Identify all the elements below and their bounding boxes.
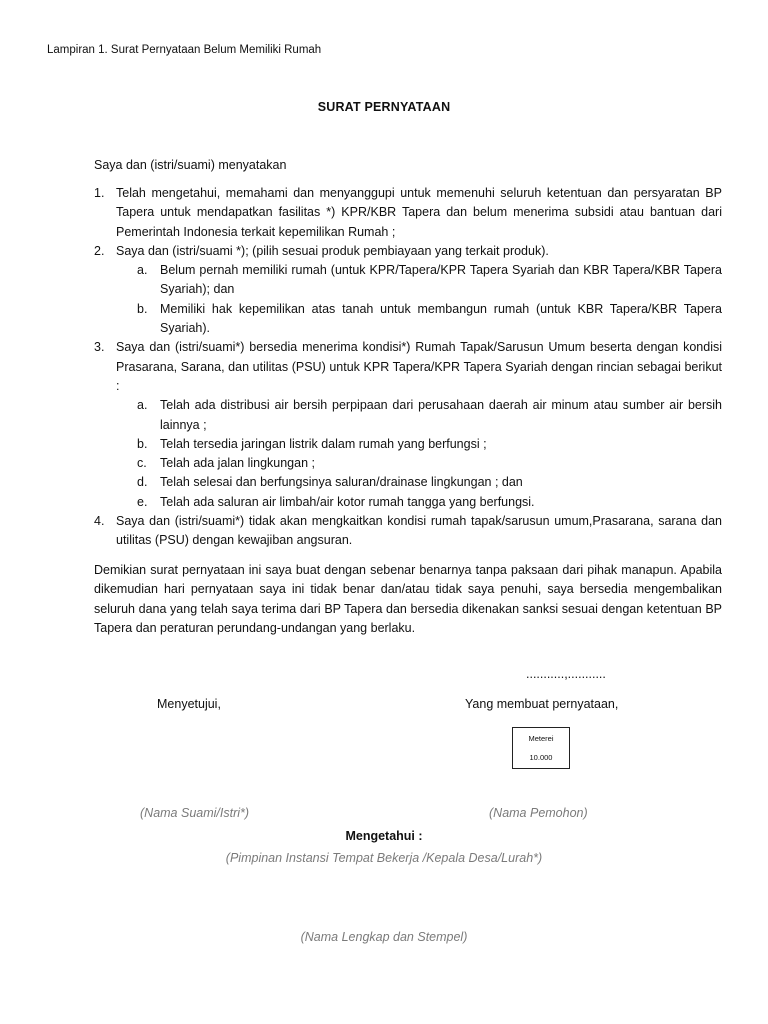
statement-item-3: 3. Saya dan (istri/suami*) bersedia menerima kondisi*) Rumah Tapak/Sarusun Umum beserta dengan kondisi Prasarana, Sarana, dan utilitas (PSU) untuk KPR Tapera/KPR Tapera Syariah dengan rincian sebagai berikut : a. Telah ada distribusi air bersih perpipaan dari perusahaan daerah air minum atau sumber air bersih lainnya ; b. Telah tersedia jaringan listrik dalam rumah yang berfungsi ; c. Telah ada jalan lingkungan ; d. Telah selesai dan berfungsinya saluran/drainase lingkungan ; dan e. Telah ada saluran air limbah/air kotor rumah tangga yang berfungsi. [94, 338, 722, 512]
stamp-label: Meterei [528, 734, 554, 743]
attachment-label: Lampiran 1. Surat Pernyataan Belum Memiliki Rumah [47, 44, 322, 56]
document-title: SURAT PERNYATAAN [317, 100, 451, 114]
applicant-name-placeholder: (Nama Pemohon) [489, 806, 588, 820]
statement-text: Saya dan (istri/suami*) bersedia menerima kondisi*) Rumah Tapak/Sarusun Umum beserta dengan kondisi Prasarana, Sarana, dan utilitas (PSU) untuk KPR Tapera/KPR Tapera Syariah dengan rincian sebagai berikut : [116, 340, 722, 393]
place-date-field: ...........,........... [526, 667, 606, 681]
statement-text: Saya dan (istri/suami*) tidak akan mengkaitkan kondisi rumah tapak/sarusun umum,Prasarana, sarana dan utilitas (PSU) dengan kewajiban angsuran. [116, 514, 722, 548]
approve-label: Menyetujui, [157, 697, 221, 711]
stamp-value: 10.000 [529, 753, 553, 762]
sub-item: b. Telah tersedia jaringan listrik dalam rumah yang berfungsi ; [137, 436, 487, 451]
statement-item-1: 1. Telah mengetahui, memahami dan menyanggupi untuk memenuhi seluruh ketentuan dan persyaratan BP Tapera untuk mendapatkan fasilitas *) KPR/KBR Tapera dan belum menerima subsidi atau bantuan dari Pemerintah Indonesia terkait kepemilikan Rumah ; [94, 186, 722, 239]
statement-text: Saya dan (istri/suami *); (pilih sesuai produk pembiayaan yang terkait produk). [116, 243, 549, 258]
sub-item: b. Memiliki hak kepemilikan atas tanah untuk membangun rumah (untuk KBR Tapera/KBR Tapera Syariah). [137, 301, 722, 336]
closing-paragraph: Demikian surat pernyataan ini saya buat dengan sebenar benarnya tanpa paksaan dari pihak manapun. Apabila dikemudian hari pernyataan saya ini tidak benar dan/atau tidak saya penuhi, saya bersedia mengembalikan seluruh dana yang telah saya terima dari BP Tapera dan bersedia dikenakan sanksi sesuai dengan ketentuan BP Tapera dan peraturan perundang-undangan yang berlaku. [94, 563, 722, 635]
sub-item: a. Telah ada distribusi air bersih perpipaan dari perusahaan daerah air minum atau sumber air bersih lainnya ; [137, 398, 722, 432]
statement-text: Telah mengetahui, memahami dan menyanggupi untuk memenuhi seluruh ketentuan dan persyaratan BP Tapera untuk mendapatkan fasilitas *) KPR/KBR Tapera dan belum menerima subsidi atau bantuan dari Pemerintah Indonesia terkait kepemilikan Rumah ; [116, 186, 722, 239]
sub-item: e. Telah ada saluran air limbah/air kotor rumah tangga yang berfungsi. [137, 494, 535, 509]
stamp-duty-box [512, 727, 570, 769]
full-name-stamp-placeholder: (Nama Lengkap dan Stempel) [300, 930, 468, 944]
intro-statement: Saya dan (istri/suami) menyatakan [94, 158, 287, 172]
institution-placeholder: (Pimpinan Instansi Tempat Bekerja /Kepala Desa/Lurah*) [225, 851, 543, 865]
statement-item-2: 2. Saya dan (istri/suami *); (pilih sesuai produk pembiayaan yang terkait produk). a. Belum pernah memiliki rumah (untuk KPR/Tapera/KPR Tapera Syariah dan KBR Tapera/KBR Tapera Syariah); dan b. Memiliki hak kepemilikan atas tanah untuk membangun rumah (untuk KBR Tapera/KBR Tapera Syariah). [94, 242, 722, 338]
statement-item-4: 4. Saya dan (istri/suami*) tidak akan mengkaitkan kondisi rumah tapak/sarusun umum,Prasarana, sarana dan utilitas (PSU) dengan kewajiban angsuran. [94, 514, 722, 548]
sub-item: d. Telah selesai dan berfungsinya saluran/drainase lingkungan ; dan [137, 475, 523, 490]
sub-item: a. Belum pernah memiliki rumah (untuk KPR/Tapera/KPR Tapera Syariah dan KBR Tapera/KBR Tapera Syariah); dan [137, 263, 722, 297]
spouse-name-placeholder: (Nama Suami/Istri*) [140, 806, 250, 820]
maker-label: Yang membuat pernyataan, [465, 697, 619, 711]
statement-list [94, 184, 722, 551]
acknowledge-label: Mengetahui : [345, 829, 423, 843]
sub-item: c. Telah ada jalan lingkungan ; [137, 456, 315, 471]
